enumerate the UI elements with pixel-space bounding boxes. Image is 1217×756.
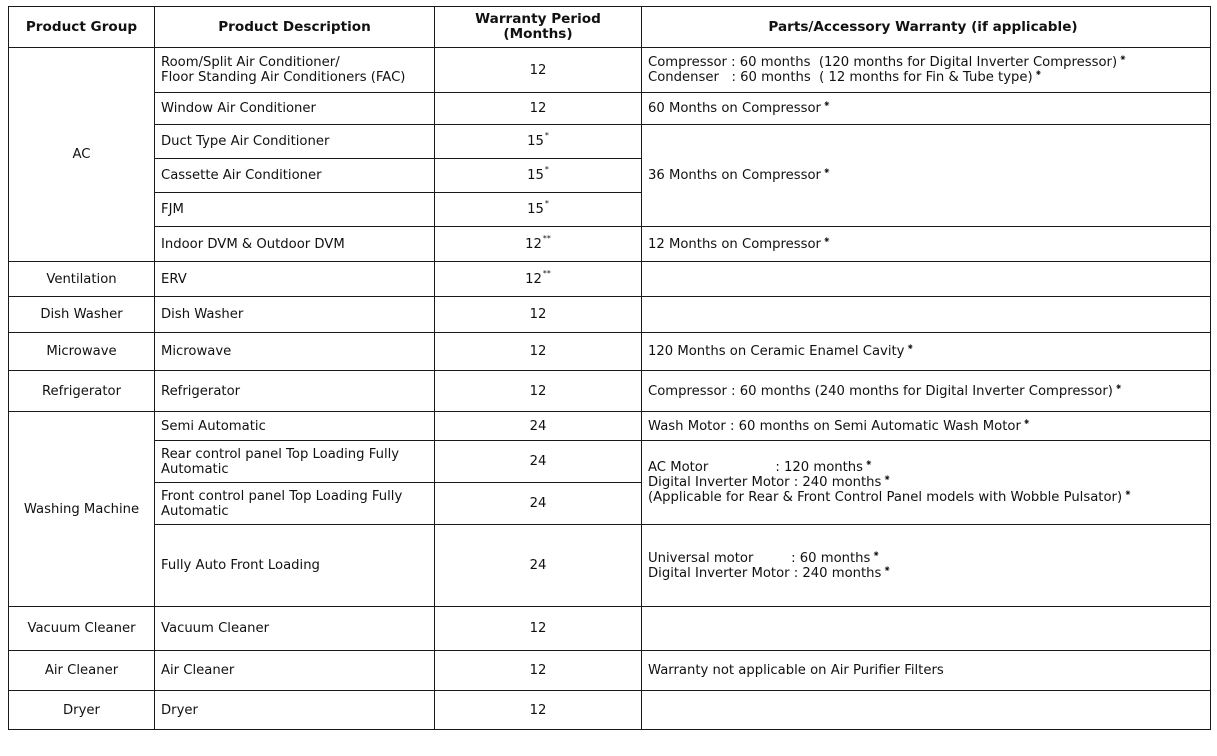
period-value: 15 <box>527 168 544 183</box>
warranty-table <box>8 6 1211 730</box>
table-row <box>9 262 1211 297</box>
hash-mark: ⁕ <box>883 564 891 575</box>
desc-front-control-panel <box>155 483 435 525</box>
parts-vacuum-cleaner <box>642 607 1211 651</box>
table-row <box>9 227 1211 262</box>
header-product-group: Product Group <box>9 7 155 48</box>
period-cell: 24 <box>435 483 642 525</box>
header-product-description: Product Description <box>155 7 435 48</box>
parts-room-split-ac <box>642 48 1211 93</box>
period-cell: 24 <box>435 525 642 607</box>
hash-mark: ⁕ <box>822 100 831 110</box>
desc-line: Rear control panel Top Loading Fully <box>161 446 400 462</box>
period-cell <box>435 227 642 262</box>
hash-mark: ⁕ <box>1119 54 1127 64</box>
group-ventilation: Ventilation <box>9 262 155 297</box>
table-row <box>9 651 1211 691</box>
parts-text: 120 Months on Ceramic Enamel Cavity <box>648 344 905 359</box>
parts-top-loading-motors <box>642 441 1211 525</box>
parts-window-ac <box>642 93 1211 125</box>
desc-microwave: Microwave <box>155 333 435 371</box>
desc-rear-control-panel <box>155 441 435 483</box>
period-cell: 12 <box>435 651 642 691</box>
period-cell: 12 <box>435 333 642 371</box>
parts-ventilation <box>642 262 1211 297</box>
period-value: 12 <box>525 271 542 287</box>
table-row <box>9 333 1211 371</box>
table-row <box>9 297 1211 333</box>
header-warranty-period: Warranty Period (Months) <box>435 7 642 48</box>
parts-text: 36 Months on Compressor <box>648 168 821 183</box>
parts-semi-automatic <box>642 412 1211 441</box>
table-row <box>9 691 1211 730</box>
parts-line: Compressor : 60 months (120 months for Digital Inverter Compressor) <box>648 55 1118 70</box>
table-row <box>9 93 1211 125</box>
group-washing-machine: Washing Machine <box>9 412 155 607</box>
footnote-mark: ** <box>542 233 551 243</box>
period-cell <box>435 193 642 227</box>
group-vacuum-cleaner: Vacuum Cleaner <box>9 607 155 651</box>
group-refrigerator: Refrigerator <box>9 371 155 412</box>
period-value: 12 <box>525 236 542 252</box>
table-row <box>9 412 1211 441</box>
period-cell: 12 <box>435 691 642 730</box>
hash-mark: ⁕ <box>1124 489 1132 499</box>
hash-mark: ⁕ <box>822 235 831 246</box>
parts-text: Compressor : 60 months (240 months for Digital Inverter Compressor) <box>648 383 1113 399</box>
desc-semi-automatic: Semi Automatic <box>155 412 435 441</box>
table-row <box>9 607 1211 651</box>
desc-erv: ERV <box>155 262 435 297</box>
parts-line: Condenser : 60 months ( 12 months for Fin & Tube type) <box>648 70 1033 85</box>
parts-text: 12 Months on Compressor <box>648 236 821 252</box>
parts-line: (Applicable for Rear & Front Control Panel models with Wobble Pulsator) <box>648 490 1123 505</box>
footnote-mark: * <box>544 131 549 140</box>
period-cell: 12 <box>435 93 642 125</box>
desc-fjm: FJM <box>155 193 435 227</box>
period-cell: 12 <box>435 371 642 412</box>
parts-text: Wash Motor : 60 months on Semi Automatic Wash Motor <box>648 418 1021 434</box>
desc-dvm: Indoor DVM & Outdoor DVM <box>155 227 435 262</box>
period-cell <box>435 125 642 159</box>
parts-microwave <box>642 333 1211 371</box>
parts-line: Digital Inverter Motor : 240 months <box>648 565 882 581</box>
period-value: 15 <box>527 134 544 149</box>
parts-dvm <box>642 227 1211 262</box>
parts-duct-cassette-fjm <box>642 125 1211 227</box>
group-dish-washer: Dish Washer <box>9 297 155 333</box>
period-value: 15 <box>527 202 544 217</box>
desc-air-cleaner: Air Cleaner <box>155 651 435 691</box>
table-row <box>9 125 1211 159</box>
hash-mark: ⁕ <box>1022 417 1031 428</box>
desc-dish-washer: Dish Washer <box>155 297 435 333</box>
group-air-cleaner: Air Cleaner <box>9 651 155 691</box>
parts-air-cleaner: Warranty not applicable on Air Purifier Filters <box>642 651 1211 691</box>
hash-mark: ⁕ <box>865 459 873 469</box>
footnote-mark: ** <box>542 268 551 278</box>
desc-line: Room/Split Air Conditioner/ <box>161 55 340 70</box>
table-row <box>9 371 1211 412</box>
desc-room-split-ac <box>155 48 435 93</box>
desc-line: Front control panel Top Loading Fully <box>161 488 403 504</box>
header-parts-warranty: Parts/Accessory Warranty (if applicable) <box>642 7 1211 48</box>
period-cell <box>435 262 642 297</box>
table-row <box>9 441 1211 483</box>
desc-line: Automatic <box>161 503 229 519</box>
desc-duct-ac: Duct Type Air Conditioner <box>155 125 435 159</box>
desc-refrigerator: Refrigerator <box>155 371 435 412</box>
parts-line: Digital Inverter Motor : 240 months <box>648 475 882 490</box>
group-microwave: Microwave <box>9 333 155 371</box>
hash-mark: ⁕ <box>883 474 891 484</box>
footnote-mark: * <box>544 165 549 174</box>
hash-mark: ⁕ <box>822 167 831 177</box>
parts-text: 60 Months on Compressor <box>648 101 821 116</box>
period-cell: 24 <box>435 412 642 441</box>
parts-line: Universal motor : 60 months <box>648 550 871 566</box>
desc-line: Floor Standing Air Conditioners (FAC) <box>161 70 406 85</box>
desc-cassette-ac: Cassette Air Conditioner <box>155 159 435 193</box>
parts-dryer <box>642 691 1211 730</box>
desc-window-ac: Window Air Conditioner <box>155 93 435 125</box>
desc-front-loading: Fully Auto Front Loading <box>155 525 435 607</box>
parts-refrigerator <box>642 371 1211 412</box>
desc-dryer: Dryer <box>155 691 435 730</box>
parts-front-loading <box>642 525 1211 607</box>
period-cell: 12 <box>435 48 642 93</box>
group-ac: AC <box>9 48 155 262</box>
period-cell: 12 <box>435 607 642 651</box>
group-dryer: Dryer <box>9 691 155 730</box>
hash-mark: ⁕ <box>1034 69 1043 79</box>
period-cell: 12 <box>435 297 642 333</box>
parts-line: AC Motor : 120 months <box>648 460 864 475</box>
table-row <box>9 525 1211 607</box>
hash-mark: ⁕ <box>906 343 915 353</box>
desc-line: Automatic <box>161 461 229 477</box>
parts-dish-washer <box>642 297 1211 333</box>
hash-mark: ⁕ <box>872 549 880 560</box>
period-cell <box>435 159 642 193</box>
header-row <box>9 7 1211 48</box>
footnote-mark: * <box>544 199 549 208</box>
desc-vacuum-cleaner: Vacuum Cleaner <box>155 607 435 651</box>
period-cell: 24 <box>435 441 642 483</box>
hash-mark: ⁕ <box>1114 382 1123 393</box>
table-row <box>9 48 1211 93</box>
